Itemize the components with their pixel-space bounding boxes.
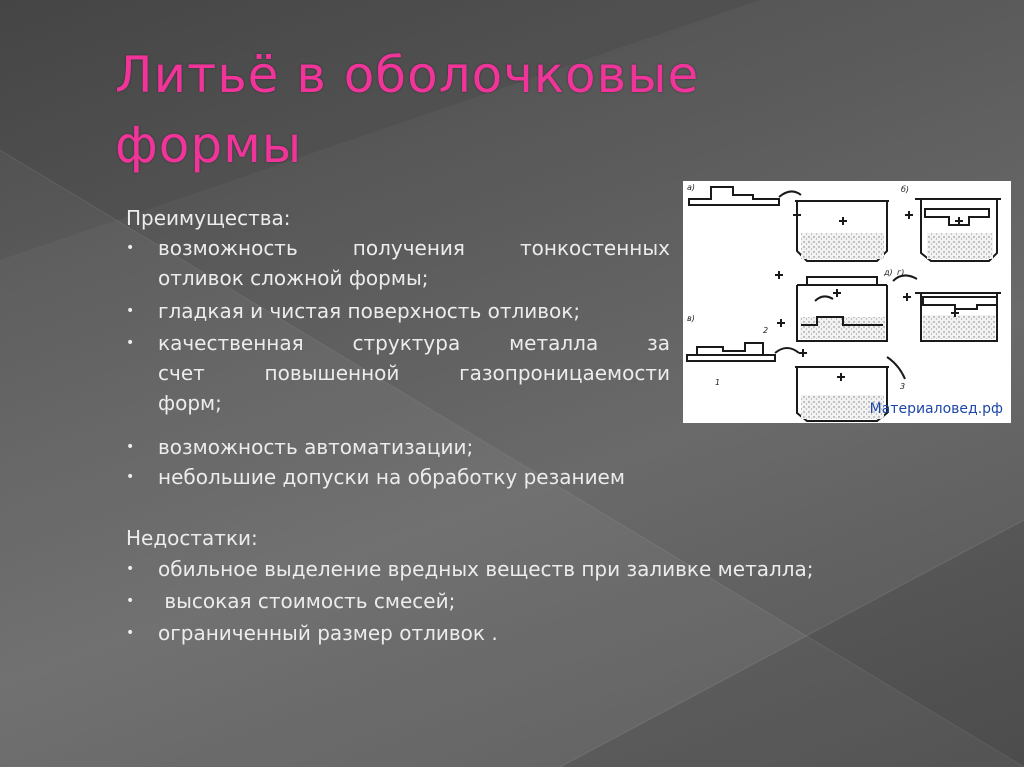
advantage-item-5: [158, 462, 778, 492]
bullet-icon: •: [126, 335, 135, 351]
advantage-item-3-line-2: счет повышенной газопроницаемости: [158, 361, 670, 385]
bullet-icon: •: [126, 625, 135, 641]
process-diagram: [683, 181, 1011, 423]
advantage-item-4-line-1: возможность автоматизации;: [158, 435, 474, 459]
title-line-2: формы: [115, 116, 303, 174]
disadvantages-heading: Недостатки:: [126, 526, 258, 550]
title-line-1: Литьё в оболочковые: [115, 46, 700, 104]
panel-label-v: в): [687, 314, 695, 323]
shell-mold-process-figure: [683, 181, 1011, 423]
part-number-2: 2: [763, 326, 769, 335]
bullet-icon: •: [126, 240, 135, 256]
disadvantage-item-3: ограниченный размер отливок .: [158, 621, 498, 645]
bullet-icon: •: [126, 303, 135, 319]
advantage-item-3: [158, 328, 670, 418]
bullet-icon: •: [126, 593, 135, 609]
advantage-item-1-line-2: отливок сложной формы;: [158, 266, 429, 290]
advantage-item-4: [158, 432, 758, 462]
disadvantage-item-2: высокая стоимость смесей;: [158, 589, 456, 613]
advantage-item-2: [158, 296, 670, 326]
bullet-icon: •: [126, 469, 135, 485]
bullet-icon: •: [126, 561, 135, 577]
panel-label-a: а): [687, 183, 696, 192]
part-number-3: 3: [900, 382, 906, 391]
advantage-item-3-line-3: форм;: [158, 391, 222, 415]
watermark-text: Материаловед.рф: [869, 401, 1003, 417]
panel-label-b: б): [901, 185, 910, 194]
advantage-item-5-line-1: небольшие допуски на обработку резанием: [158, 465, 625, 489]
part-number-1: 1: [715, 378, 721, 387]
panel-label-d: д): [884, 268, 893, 277]
bullet-icon: •: [126, 439, 135, 455]
disadvantage-item-1: обильное выделение вредных веществ при заливке металла;: [158, 557, 814, 581]
advantage-item-1-line-1: возможность получения тонкостенных: [158, 236, 670, 260]
advantage-item-2-line-1: гладкая и чистая поверхность отливок;: [158, 299, 581, 323]
advantage-item-3-line-1: качественная структура металла за: [158, 331, 670, 355]
panel-label-g: г): [897, 268, 905, 277]
advantages-heading: Преимущества:: [126, 206, 291, 230]
advantage-item-1: [158, 233, 670, 293]
slide-title: [115, 40, 815, 180]
